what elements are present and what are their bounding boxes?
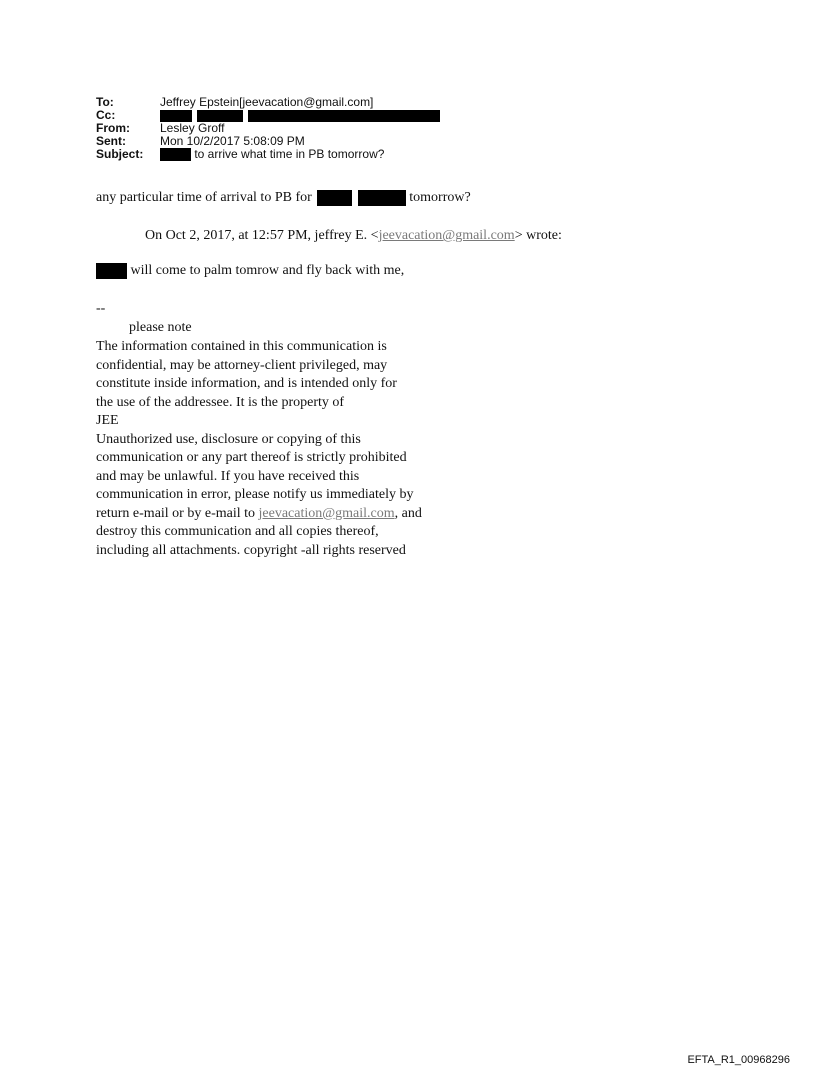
disclaimer-line: The information contained in this communication is xyxy=(96,339,387,354)
body-line-1-suffix: tomorrow? xyxy=(409,190,471,206)
quote-header-suffix: > wrote: xyxy=(514,228,562,243)
disclaimer-line: and may be unlawful. If you have received this xyxy=(96,468,360,484)
to-value: Jeffrey Epstein[jeevacation@gmail.com] xyxy=(160,95,374,109)
disclaimer-email-link[interactable]: jeevacation@gmail.com xyxy=(258,505,395,521)
disclaimer-line-suffix: , and xyxy=(394,505,422,521)
redaction-block xyxy=(96,263,127,279)
body-line-1 xyxy=(96,190,471,206)
please-note: please note xyxy=(129,320,192,335)
signature-separator: -- xyxy=(96,301,106,316)
disclaimer-line: confidential, may be attorney-client privileged, may xyxy=(96,357,388,373)
sent-value: Mon 10/2/2017 5:08:09 PM xyxy=(160,134,305,148)
subject-value xyxy=(160,148,384,161)
disclaimer-line: destroy this communication and all copies thereof, xyxy=(96,524,379,539)
quoted-line-text: will come to palm tomrow and fly back with me, xyxy=(130,263,405,279)
disclaimer-line xyxy=(96,505,422,524)
disclaimer-line: communication in error, please notify us immediately by xyxy=(96,487,414,502)
redaction-block xyxy=(317,190,352,206)
disclaimer-line: including all attachments. copyright -all rights reserved xyxy=(96,542,406,558)
disclaimer-line: constitute inside information, and is intended only for xyxy=(96,376,397,391)
disclaimer-line: Unauthorized use, disclosure or copying of this xyxy=(96,431,361,447)
redaction-block xyxy=(160,148,191,161)
to-label: To: xyxy=(96,95,114,109)
from-label: From: xyxy=(96,121,130,135)
bates-number: EFTA_R1_00968296 xyxy=(687,1054,790,1066)
body-line-1-prefix: any particular time of arrival to PB for xyxy=(96,190,312,206)
sent-label: Sent: xyxy=(96,134,126,148)
disclaimer-line-prefix: return e-mail or by e-mail to xyxy=(96,505,259,521)
disclaimer xyxy=(96,338,422,560)
cc-label: Cc: xyxy=(96,108,116,122)
quote-header-email-link[interactable]: jeevacation@gmail.com xyxy=(378,228,515,243)
from-value: Lesley Groff xyxy=(160,121,225,135)
redaction-block xyxy=(358,190,406,206)
subject-label: Subject: xyxy=(96,147,144,161)
quote-header xyxy=(145,228,562,244)
disclaimer-line: JEE xyxy=(96,413,119,428)
quote-header-prefix: On Oct 2, 2017, at 12:57 PM, jeffrey E. < xyxy=(145,228,379,243)
subject-text: to arrive what time in PB tomorrow? xyxy=(194,147,385,161)
redaction-block xyxy=(248,110,440,122)
disclaimer-line: the use of the addressee. It is the property of xyxy=(96,394,345,410)
disclaimer-line: communication or any part thereof is strictly prohibited xyxy=(96,450,407,465)
quoted-line xyxy=(96,263,404,279)
